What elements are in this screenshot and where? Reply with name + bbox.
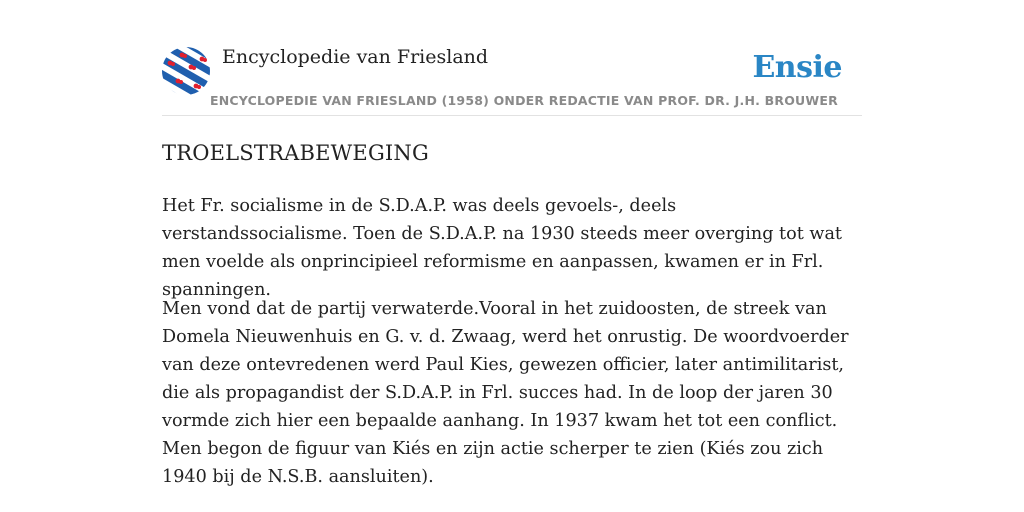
header-divider (162, 115, 862, 116)
article-title: TROELSTRABEWEGING (162, 141, 429, 165)
source-subtitle: ENCYCLOPEDIE VAN FRIESLAND (1958) ONDER REDACTIE VAN PROF. DR. J.H. BROUWER (210, 93, 838, 108)
article-paragraph-1: Het Fr. socialisme in de S.D.A.P. was deels gevoels-, deels verstandssocialisme. Toen de S.D.A.P. na 1930 steeds meer overging tot wat men voelde als onprincipieel reformisme en aanpassen, kwamen er in Frl. spanningen. (162, 196, 843, 300)
article-paragraph-2: Men vond dat de partij verwaterde.Vooral in het zuidoosten, de streek van Domela Nieuwenhuis en G. v. d. Zwaag, werd het onrustig. De woordvoerder van deze ontevredenen werd Paul Kies, gewezen officier, later antimilitarist, die als propagandist der S.D.A.P. in Frl. succes had. In de loop der jaren 30 vormde zich hier een bepaalde aanhang. In 1937 kwam het tot een conflict. Men begon de figuur van Kiés en zijn actie scherper te zien (Kiés zou zich 1940 bij de N.S.B. aansluiten). (162, 299, 849, 487)
frisian-flag-logo-icon[interactable] (162, 47, 210, 95)
site-title[interactable]: Encyclopedie van Friesland (222, 46, 489, 68)
brand-logo-text[interactable]: Ensie (752, 50, 842, 85)
